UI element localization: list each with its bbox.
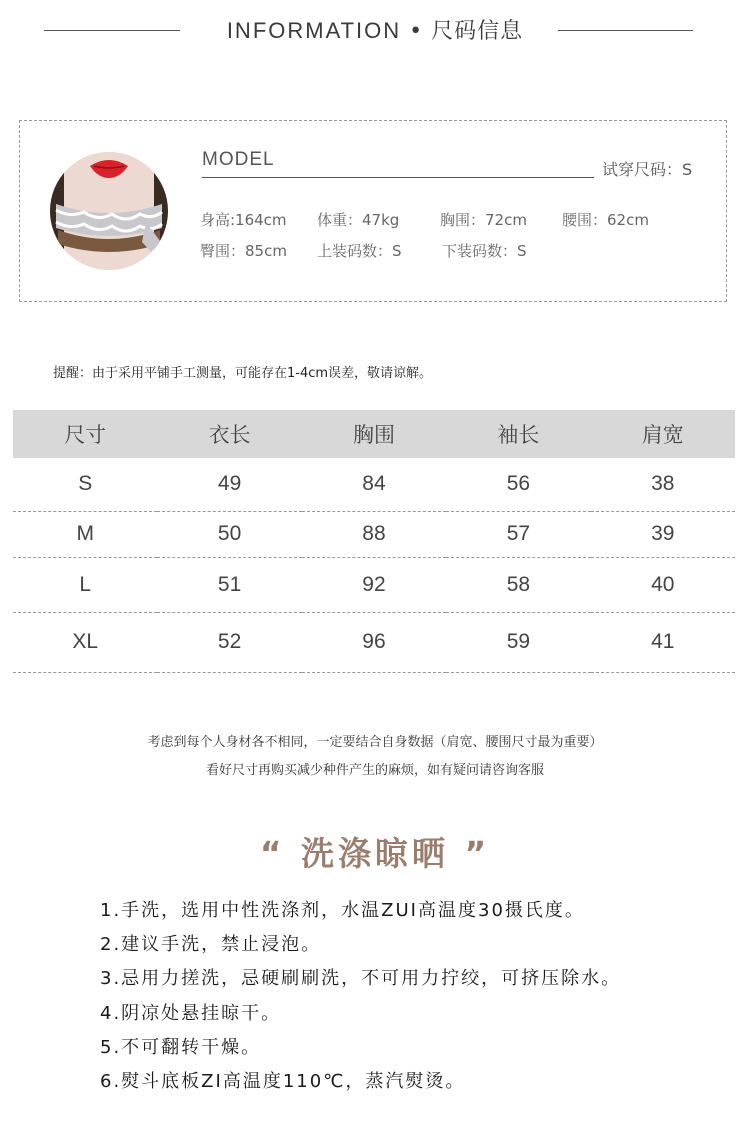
cell-length: 52 [157, 612, 301, 672]
cell-bust: 84 [302, 458, 446, 511]
trial-size: 试穿尺码：S [602, 160, 693, 179]
wash-item: 3.忌用力搓洗，忌硬刷刷洗，不可用力拧绞，可挤压除水。 [100, 968, 622, 989]
cell-shoulder: 40 [591, 557, 735, 612]
header-bust: 胸围 [302, 410, 446, 458]
cell-shoulder: 39 [591, 511, 735, 557]
cell-sleeve: 56 [446, 458, 590, 511]
title-bullet: • [409, 19, 424, 44]
header-shoulder: 肩宽 [591, 410, 735, 458]
cell-shoulder: 41 [591, 612, 735, 672]
model-underline [202, 177, 594, 178]
cell-bust: 96 [302, 612, 446, 672]
size-table [13, 410, 735, 673]
model-avatar [50, 152, 168, 270]
header-size: 尺寸 [13, 410, 157, 458]
cell-size: S [13, 458, 157, 511]
stat-hip: 臀围：85cm [200, 242, 287, 260]
table-row [13, 557, 735, 612]
cell-size: M [13, 511, 157, 557]
stat-height: 身高:164cm [200, 211, 287, 229]
stat-bottom-size: 下装码数：S [442, 242, 527, 260]
cell-length: 50 [157, 511, 301, 557]
table-row [13, 612, 735, 672]
footnote-line-2: 看好尺寸再购买减少种件产生的麻烦，如有疑问请咨询客服 [205, 763, 544, 778]
table-row [13, 511, 735, 557]
model-label: MODEL [202, 149, 275, 170]
wash-title: “ 洗涤晾晒 ” [259, 834, 491, 873]
cell-bust: 92 [302, 557, 446, 612]
page-title [0, 14, 750, 45]
stat-bust: 胸围：72cm [440, 211, 527, 229]
cell-sleeve: 57 [446, 511, 590, 557]
table-row [13, 458, 735, 511]
wash-item: 2.建议手洗，禁止浸泡。 [100, 934, 322, 955]
wash-item: 1.手洗，选用中性洗涤剂，水温ZUI高温度30摄氏度。 [100, 900, 585, 921]
cell-length: 51 [157, 557, 301, 612]
model-photo-image [50, 152, 168, 270]
footnote-line-1: 考虑到每个人身材各不相同，一定要结合自身数据（肩宽、腰围尺寸最为重要） [147, 735, 603, 750]
measurement-notice: 提醒：由于采用平铺手工测量，可能存在1-4cm误差，敬请谅解。 [53, 366, 433, 381]
cell-sleeve: 58 [446, 557, 590, 612]
title-chinese: 尺码信息 [431, 19, 524, 44]
wash-item: 5.不可翻转干燥。 [100, 1037, 262, 1058]
stat-waist: 腰围：62cm [562, 211, 649, 229]
stat-top-size: 上装码数：S [317, 242, 402, 260]
cell-sleeve: 59 [446, 612, 590, 672]
stat-weight: 体重：47kg [317, 211, 400, 229]
cell-size: L [13, 557, 157, 612]
title-english: INFORMATION [226, 18, 402, 43]
wash-item: 4.阴凉处悬挂晾干。 [100, 1003, 282, 1024]
header-length: 衣长 [157, 410, 301, 458]
cell-shoulder: 38 [591, 458, 735, 511]
cell-length: 49 [157, 458, 301, 511]
cell-bust: 88 [302, 511, 446, 557]
header-sleeve: 袖长 [446, 410, 590, 458]
wash-item: 6.熨斗底板ZI高温度110℃，蒸汽熨烫。 [100, 1071, 466, 1092]
model-card [19, 120, 727, 302]
size-table-header [13, 410, 735, 458]
cell-size: XL [13, 612, 157, 672]
